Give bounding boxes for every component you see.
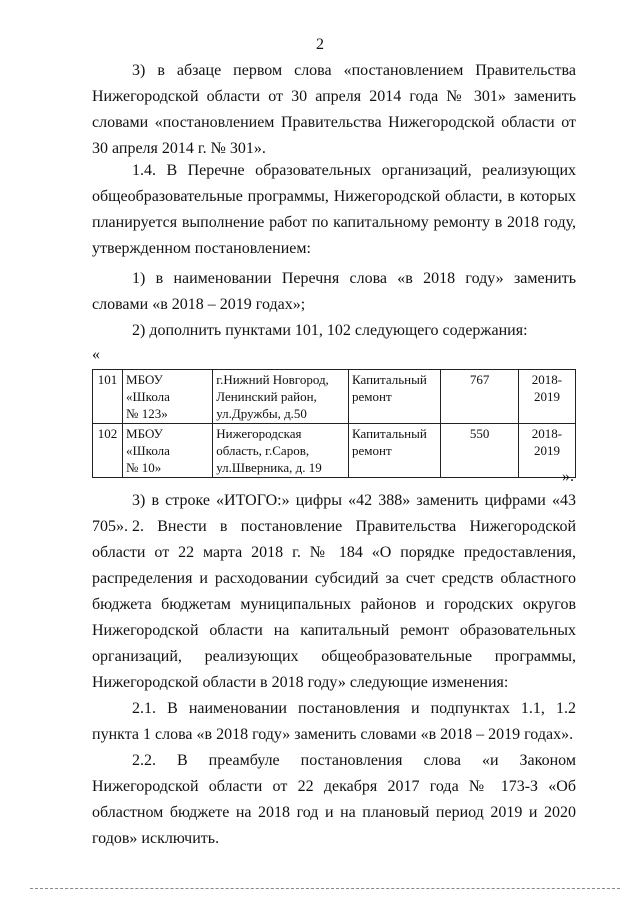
paragraph-2: 2. Внести в постановление Правительства Нижегородской области от 22 марта 2018 г. № 184 «О порядке предоставления, распределения и расходовании субсидий за счет средств областного бюджета бюджетам муниципальных районов и городских округов Нижегородской области на капитальный ремонт образовательных организаций, реализующих общеобразовательные программы, Нижегородской области в 2018 году» следующие изменения: bbox=[92, 518, 576, 691]
paragraph-item-2: 2) дополнить пунктами 101, 102 следующего содержания: bbox=[132, 322, 528, 339]
amount-cell: 767 bbox=[441, 370, 519, 424]
address-cell-line: Ленинский район, bbox=[216, 389, 317, 404]
paragraph-1-4: 1.4. В Перечне образовательных организаций, реализующих общеобразовательные программы, Нижегородской области, в которых планируется выполнение работ по капитальному ремонту в 2018 году, утвержденном постановлением: bbox=[92, 162, 576, 257]
period-cell-line: 2018- bbox=[531, 372, 563, 387]
school-name-cell-line: «Школа bbox=[126, 389, 170, 404]
address-cell-line: г.Нижний Новгород, bbox=[216, 372, 329, 387]
work-type-cell bbox=[348, 424, 440, 478]
work-type-cell-line: ремонт bbox=[351, 389, 392, 404]
work-type-cell-line: Капитальный bbox=[351, 372, 427, 387]
school-name-cell-line: № 123» bbox=[126, 406, 168, 421]
school-name-cell bbox=[123, 424, 213, 478]
row-number-cell: 102 bbox=[93, 424, 123, 478]
table-row bbox=[93, 424, 576, 478]
school-name-cell-line: «Школа bbox=[126, 443, 170, 458]
objects-table bbox=[92, 369, 576, 478]
school-name-cell-line: № 10» bbox=[126, 460, 162, 475]
address-cell-line: ул.Дружбы, д.50 bbox=[216, 406, 307, 421]
address-cell-line: Нижегородская bbox=[216, 426, 302, 441]
paragraph-item-3-itogo: 3) в строке «ИТОГО:» цифры «42 388» заменить цифрами «43 705». bbox=[92, 492, 576, 535]
scan-edge-line bbox=[30, 888, 620, 889]
address-cell-line: ул.Шверника, д. 19 bbox=[216, 460, 322, 475]
address-cell-line: область, г.Саров, bbox=[216, 443, 310, 458]
work-type-cell-line: Капитальный bbox=[351, 426, 427, 441]
school-name-cell bbox=[123, 370, 213, 424]
school-name-cell-line: МБОУ bbox=[126, 426, 163, 441]
period-cell-line: 2018- bbox=[531, 426, 563, 441]
address-cell bbox=[213, 370, 349, 424]
work-type-cell-line: ремонт bbox=[351, 443, 392, 458]
paragraph-2-1: 2.1. В наименовании постановления и подпунктах 1.1, 1.2 пункта 1 слова «в 2018 году» заменить словами «в 2018 – 2019 годах». bbox=[92, 700, 576, 743]
address-cell bbox=[213, 424, 349, 478]
paragraph-item-1: 1) в наименовании Перечня слова «в 2018 году» заменить словами «в 2018 – 2019 годах»; bbox=[92, 270, 576, 313]
period-cell-line: 2019 bbox=[533, 443, 560, 458]
school-name-cell-line: МБОУ bbox=[126, 372, 163, 387]
period-cell-line: 2019 bbox=[533, 389, 560, 404]
amount-cell: 550 bbox=[441, 424, 519, 478]
quote-open-mark: « bbox=[92, 346, 100, 363]
quote-close-mark: ». bbox=[562, 468, 574, 485]
work-type-cell bbox=[348, 370, 440, 424]
paragraph-item-3: 3) в абзаце первом слова «постановлением Правительства Нижегородской области от 30 апреля 2014 года № 301» заменить словами «постановлением Правительства Нижегородской области от 30 апреля 2014 г. № 301». bbox=[92, 62, 576, 157]
table-row bbox=[93, 370, 576, 424]
paragraph-2-2: 2.2. В преамбуле постановления слова «и Законом Нижегородской области от 22 декабря 2017 года № 173-З «Об областном бюджете на 2018 год и на плановый период 2019 и 2020 годов» исключить. bbox=[92, 752, 576, 847]
period-cell bbox=[518, 370, 575, 424]
row-number-cell: 101 bbox=[93, 370, 123, 424]
page-number: 2 bbox=[316, 36, 324, 53]
